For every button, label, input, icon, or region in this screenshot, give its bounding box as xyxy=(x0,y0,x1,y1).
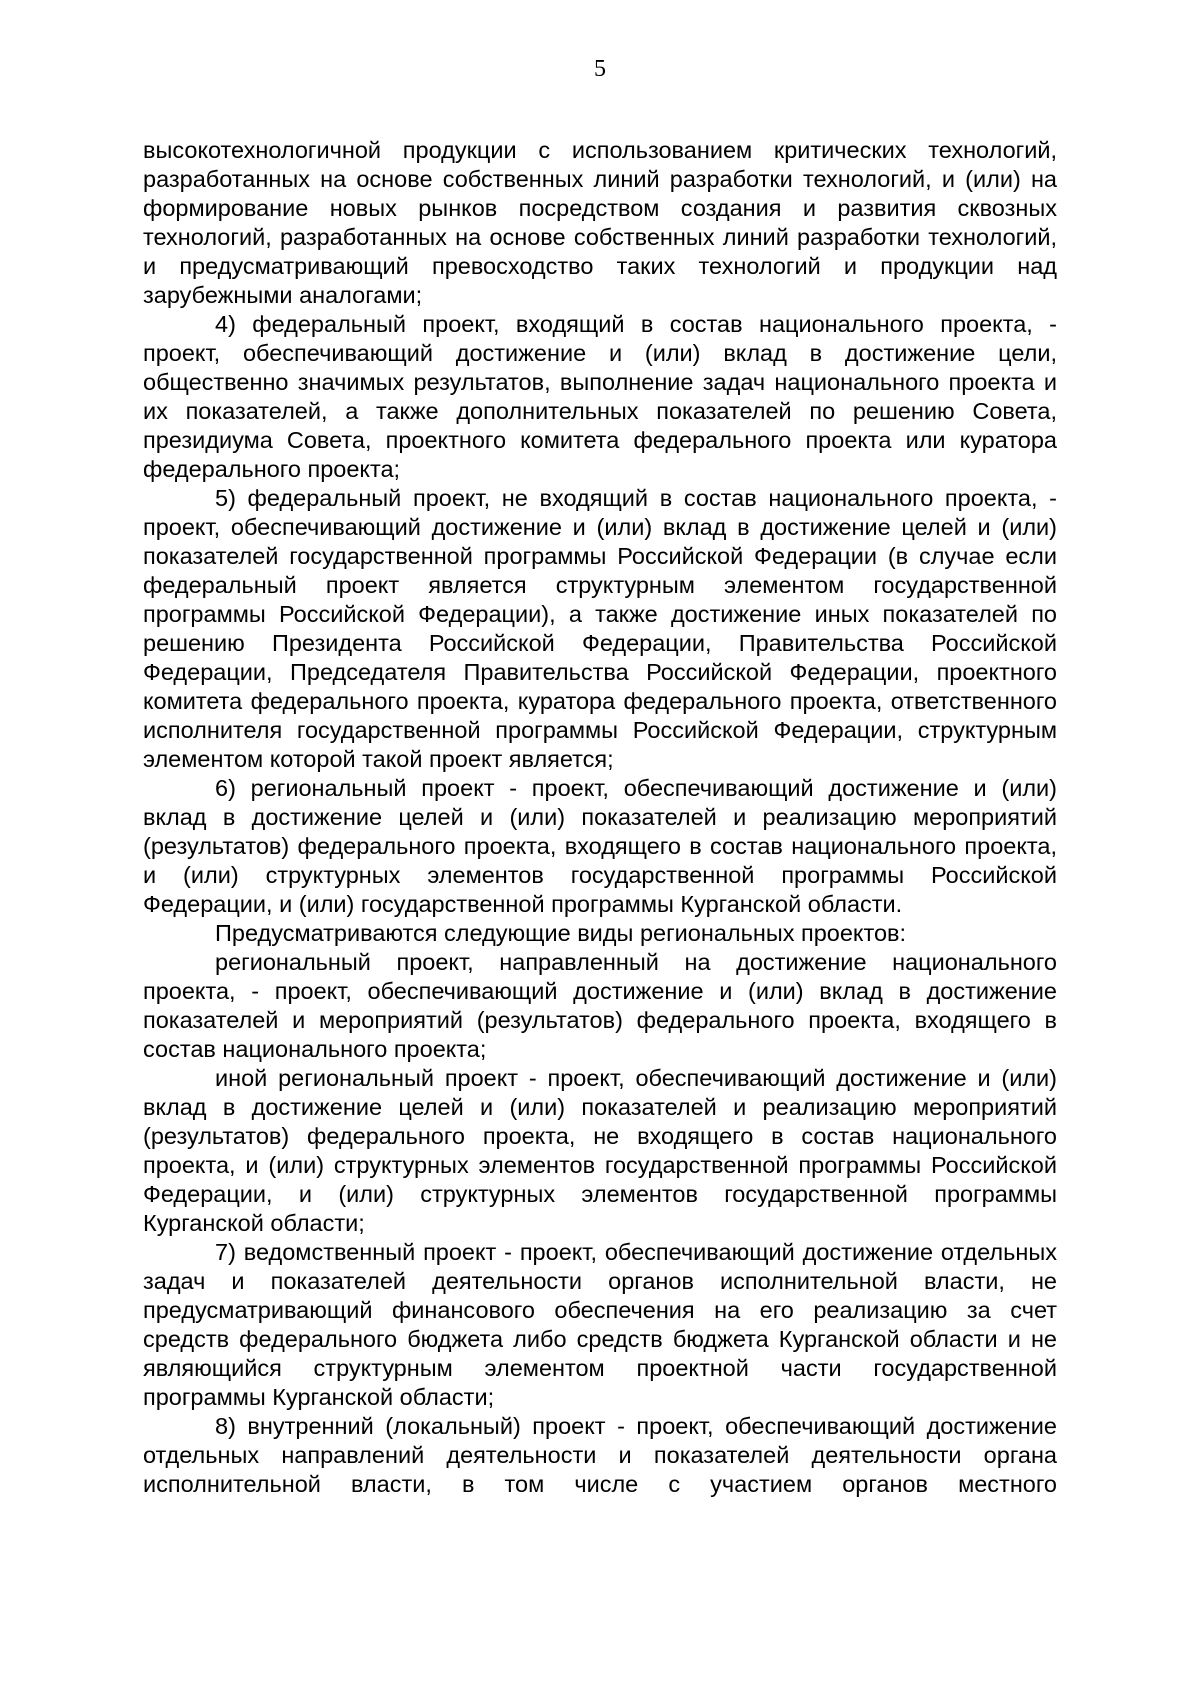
paragraph-item-6: 6) региональный проект - проект, обеспечивающий достижение и (или) вклад в достижение целей и (или) показателей и реализацию мероприятий (результатов) федерального проекта, входящего в состав национального проекта, и (или) структурных элементов государственной программы Российской Федерации, и (или) государственной программы Курганской области. xyxy=(143,775,1057,917)
paragraph-item-7: 7) ведомственный проект - проект, обеспечивающий достижение отдельных задач и показателей деятельности органов исполнительной власти, не предусматривающий финансового обеспечения на его реализацию за счет средств федерального бюджета либо средств бюджета Курганской области и не являющийся структурным элементом проектной части государственной программы Курганской области; xyxy=(143,1239,1057,1410)
paragraph-item-5: 5) федеральный проект, не входящий в состав национального проекта, - проект, обеспечивающий достижение и (или) вклад в достижение целей и (или) показателей государственной программы Российской Федерации (в случае если федеральный проект является структурным элементом государственной программы Российской Федерации), а также достижение иных показателей по решению Президента Российской Федерации, Правительства Российской Федерации, Председателя Правительства Российской Федерации, проектного комитета федерального проекта, куратора федерального проекта, ответственного исполнителя государственной программы Российской Федерации, структурным элементом которой такой проект является; xyxy=(143,485,1057,772)
paragraph-item-8: 8) внутренний (локальный) проект - проект, обеспечивающий достижение отдельных направлений деятельности и показателей деятельности органа исполнительной власти, в том числе с участием органов местного xyxy=(143,1413,1057,1497)
document-body xyxy=(143,136,1057,1499)
paragraph-item-4: 4) федеральный проект, входящий в состав национального проекта, - проект, обеспечивающий достижение и (или) вклад в достижение цели, общественно значимых результатов, выполнение задач национального проекта и их показателей, а также дополнительных показателей по решению Совета, президиума Совета, проектного комитета федерального проекта или куратора федерального проекта; xyxy=(143,311,1057,482)
page-number: 5 xyxy=(594,56,606,82)
paragraph-regional-types-intro: Предусматриваются следующие виды региональных проектов: xyxy=(215,920,907,946)
paragraph-continuation: высокотехнологичной продукции с использованием критических технологий, разработанных на основе собственных линий разработки технологий, и (или) на формирование новых рынков посредством создания и развития сквозных технологий, разработанных на основе собственных линий разработки технологий, и предусматривающий превосходство таких технологий и продукции над зарубежными аналогами; xyxy=(143,137,1057,308)
paragraph-regional-national: региональный проект, направленный на достижение национального проекта, - проект, обеспечивающий достижение и (или) вклад в достижение показателей и мероприятий (результатов) федерального проекта, входящего в состав национального проекта; xyxy=(143,949,1057,1062)
paragraph-regional-other: иной региональный проект - проект, обеспечивающий достижение и (или) вклад в достижение целей и (или) показателей и реализацию мероприятий (результатов) федерального проекта, не входящего в состав национального проекта, и (или) структурных элементов государственной программы Российской Федерации, и (или) структурных элементов государственной программы Курганской области; xyxy=(143,1065,1057,1236)
